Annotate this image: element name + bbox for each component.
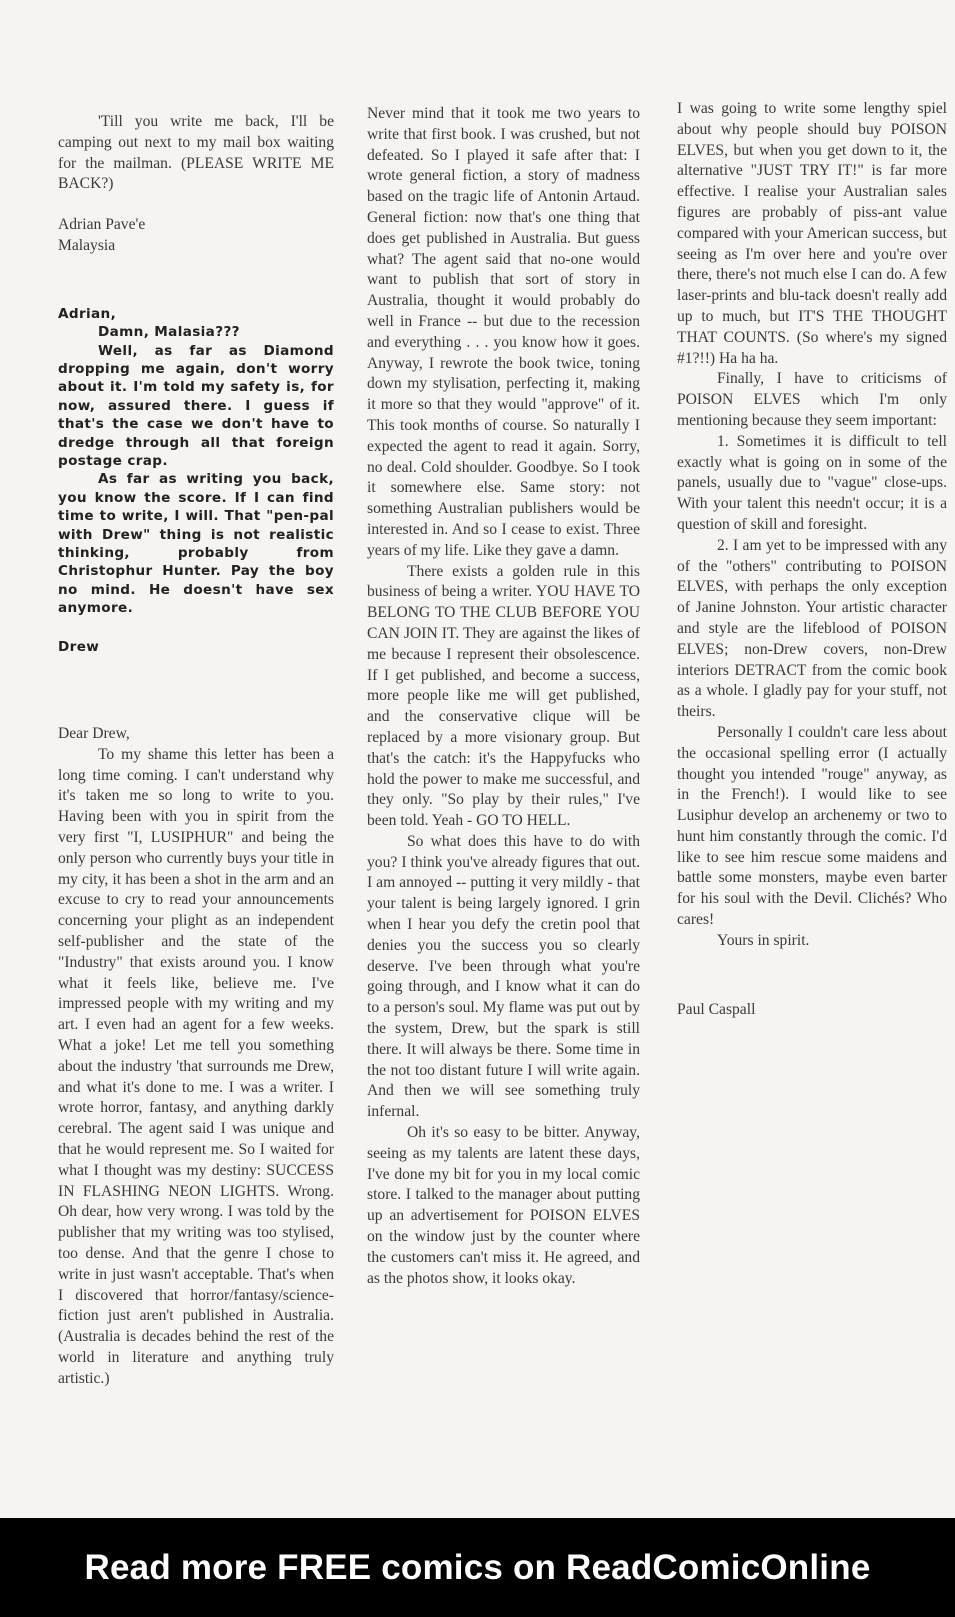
letter-paragraph: 2. I am yet to be impressed with any of the "others" contributing to POISON ELVES, with perhaps the only exception of Janine Johnston. Your artistic character and style are the lifeblood of POISON ELVES; non-Drew covers, non-Drew interiors DETRACT from the comic book as a whole. I gladly pay for your stuff, not theirs. (677, 536, 947, 721)
letter-closing: Yours in spirit. (717, 931, 810, 949)
reply-salutation: Adrian, (58, 305, 117, 322)
letter-paragraph: To my shame this letter has been a long time coming. I can't understand why it's taken me so long to write to you. Having been with you in spirit from the very first "I, LUSIPHUR" and being the only person who currently buys your title in my city, it has been a shot in the arm and an excuse to cry to read your announcements concerning your plight as an independent self-publisher and the state of the "Industry" that exists around you. I know what it feels like, believe me. I've impressed people with my writing and my art. I even had an agent for a few weeks. What a joke! Let me tell you something about the industry 'that surrounds me Drew, and what it's done to me. I was a writer. I wrote horror, fantasy, and anything darkly cerebral. The agent said I was unique and that he would represent me. So I waited for what I thought was my destiny: SUCCESS IN FLASHING NEON LIGHTS. Wrong. Oh dear, how very wrong. I was told by the publisher that my writing was too stylised, too dense. And that the genre I chose to write in just wasn't acceptable. That's when I discovered that horror/fantasy/science-fiction just aren't published in Australia. (Australia is decades behind the rest of the world in literature and anything truly artistic.) (58, 745, 334, 1387)
letter-signature: Paul Caspall (677, 1000, 756, 1018)
letters-column-3 (677, 99, 947, 1020)
letter-paragraph: Finally, I have to criticisms of POISON ELVES which I'm only mentioning because they seem important: (677, 370, 947, 429)
editor-reply (58, 305, 334, 656)
letters-column-2 (367, 104, 640, 1289)
letter-paragraph: There exists a golden rule in this business of being a writer. YOU HAVE TO BELONG TO THE CLUB BEFORE YOU CAN JOIN IT. They are against the likes of me because I represent their obsolescence. If I get published, and become a success, more people like me will get published, and the conservative clique will be replaced by a more visionary group. But that's the catch: it's the Happyfucks who hold the power to make me successful, and they only. "So play by their rules," I've been told. Yeah - GO TO HELL. (367, 562, 640, 830)
letter-closing-paragraph: 'Till you write me back, I'll be camping out next to my mail box waiting for the mailman. (PLEASE WRITE ME BACK?) (58, 113, 334, 193)
letter-paragraph: Oh it's so easy to be bitter. Anyway, seeing as my talents are latent these days, I've done my bit for you in my local comic store. I talked to the manager about putting up an advertisement for POISON ELVES on the window just by the counter where the customers can't miss it. He agreed, and as the photos show, it looks okay. (367, 1124, 640, 1287)
letter-salutation: Dear Drew, (58, 725, 130, 743)
reply-paragraph: As far as writing you back, you know the score. If I can find time to write, I will. That "pen-pal with Drew" thing is not realistic thinking, probably from Christophur Hunter. Pay the boy no mind. He doesn't have sex anymore. (58, 471, 334, 617)
promo-banner[interactable] (0, 1518, 955, 1617)
letter-sender-location: Malaysia (58, 236, 116, 254)
letter-paragraph: Never mind that it took me two years to write that first book. I was crushed, but not defeated. So I played it safe after that: I wrote general fiction, a story of madness based on the tragic life of Antonin Artaud. General fiction: now that's one thing that does get published in Australia. But guess what? The agent said that no-one would want to publish that sort of story in Australia, thought it would probably do well in France -- but due to the recession and everything . . . you know how it goes. Anyway, I rewrote the book twice, toning down my stylisation, perfecting it, making it more so that they would "approve" of it. This took months of course. So naturally I expected the agent to read it again. Sorry, no deal. Cold shoulder. Goodbye. So I took it somewhere else. Same story: not something Australian publishers would be interested in. And so I cease to exist. Three years of my life. Like they gave a damn. (367, 105, 640, 559)
letter-paragraph: So what does this have to do with you? I think you've already figures that out. I am annoyed -- putting it very mildly - that your talent is being largely ignored. I grin when I hear you defy the cretin pool that denies you the success you so clearly deserve. I've been through what you're going through, and I know what it can do to a person's soul. My flame was put out by the system, Drew, but the spark is still there. It will always be there. Some time in the not too distant future I will write again. And then we will see something truly infernal. (367, 832, 640, 1121)
letter-sender-name: Adrian Pave'e (58, 216, 146, 234)
letter-paragraph: I was going to write some lengthy spiel about why people should buy POISON ELVES, but when you get down to it, the alternative "JUST TRY IT!" is far more effective. I realise your Australian sales figures are probably of piss-ant value compared with your American success, but seeing as I'm over here and you're over there, there's not much else I can do. A few laser-prints and blu-tack doesn't really add up to much, but IT'S THE THOUGHT THAT COUNTS. (So where's my signed #1?!!) Ha ha ha. (677, 100, 947, 367)
reply-paragraph: Well, as far as Diamond dropping me again, don't worry about it. I'm told my safety is, for now, assured there. I guess if that's the case we don't have to dredge through all that foreign postage crap. (58, 342, 334, 470)
letter-paragraph: 1. Sometimes it is difficult to tell exactly what is going on in some of the panels, usually due to "vague" close-ups. With your talent this needn't occur; it is a question of skill and foresight. (677, 432, 947, 533)
letters-column-1 (58, 112, 334, 1390)
promo-banner-text[interactable]: Read more FREE comics on ReadComicOnline (84, 1548, 871, 1587)
reply-line: Damn, Malasia??? (98, 324, 240, 341)
letter-paragraph: Personally I couldn't care less about the occasional spelling error (I actually thought you intended "rouge" anyway, as in the French!). I would like to see Lusiphur develop an archenemy or two to hunt him constantly through the comic. I'd like to see him rescue some maidens and battle some monsters, maybe even barter for his soul with the Devil. Clichés? Who cares! (677, 723, 947, 929)
reply-signature: Drew (58, 638, 100, 655)
